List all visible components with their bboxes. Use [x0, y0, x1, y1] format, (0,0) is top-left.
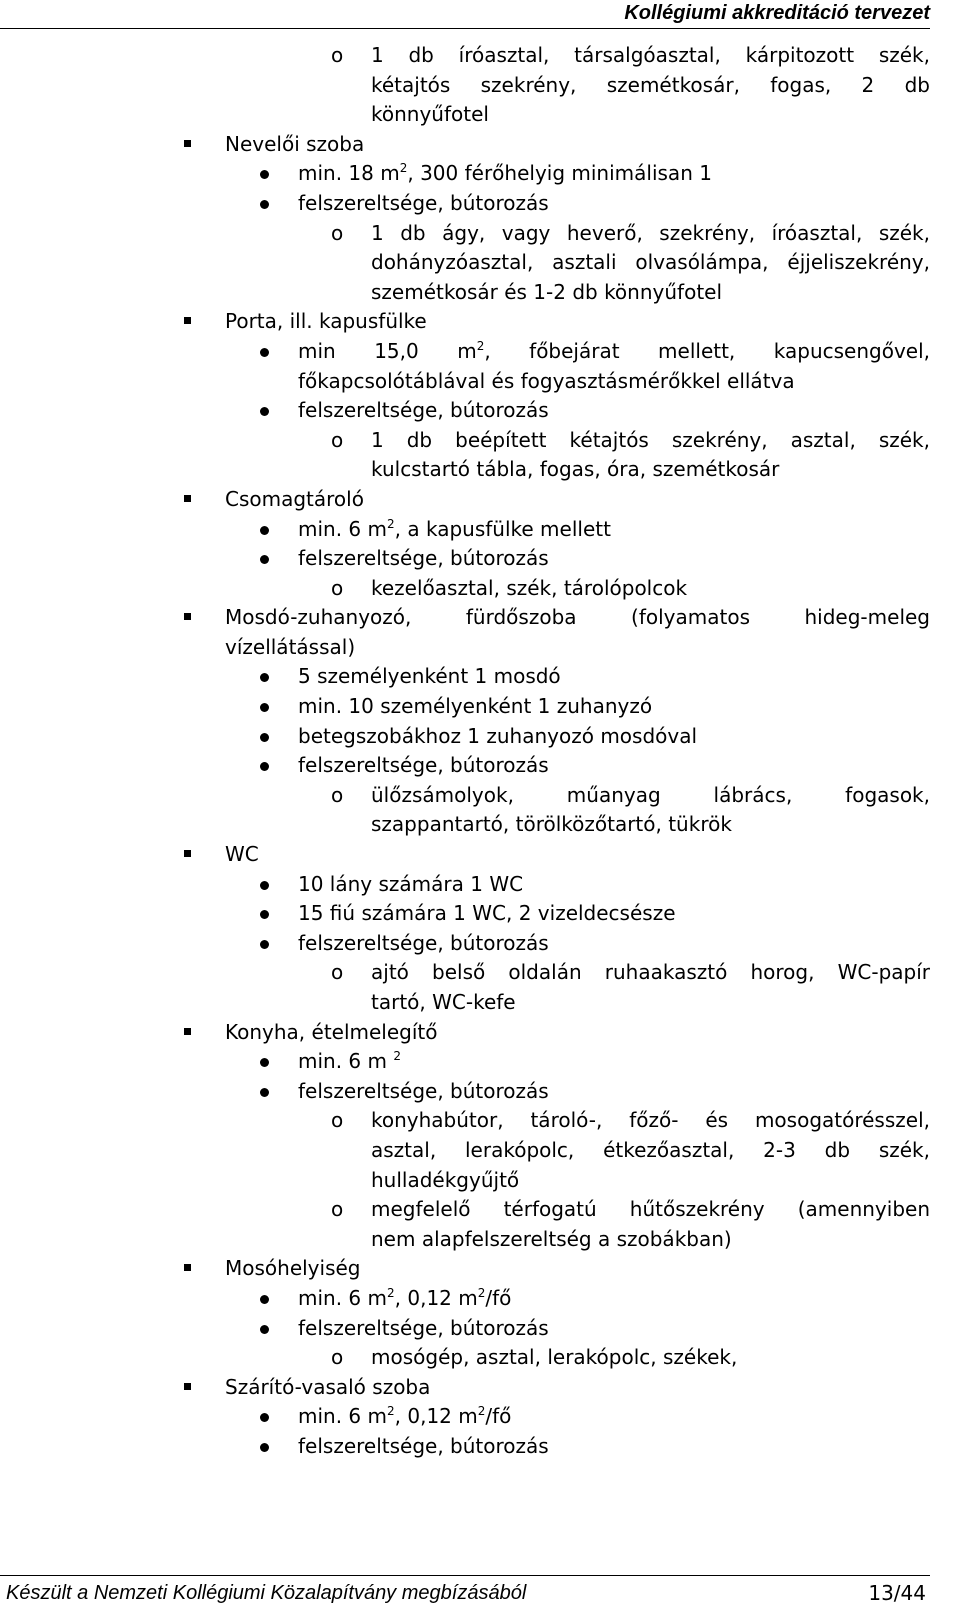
text-line [0, 1077, 930, 1107]
round-bullet-icon [260, 881, 269, 890]
line-text [298, 367, 795, 397]
text-span: min. 10 személyenként 1 zuhanyzó [298, 694, 653, 719]
line-text [371, 41, 930, 71]
text-span: felszereltsége, bútorozás [298, 1078, 549, 1103]
line-text [225, 1018, 438, 1048]
text-line [0, 130, 930, 160]
square-bullet-icon [184, 140, 191, 147]
line-text [371, 781, 930, 811]
text-span: , 0,12 m [394, 1285, 478, 1310]
round-bullet-icon [260, 673, 269, 682]
square-bullet-icon [184, 1028, 191, 1035]
line-text [225, 840, 259, 870]
superscript: 2 [476, 338, 485, 353]
line-text [371, 100, 489, 130]
text-span: Mosdó-zuhanyozó, fürdőszoba (folyamatos hideg-meleg [225, 605, 930, 630]
text-span: felszereltsége, bútorozás [298, 753, 549, 778]
text-span: , 300 férőhelyig minimálisan 1 [407, 161, 712, 186]
text-span: 1 db beépített kétajtós szekrény, asztal, szék, [371, 427, 930, 452]
text-span: Csomagtároló [225, 486, 364, 511]
text-span: hulladékgyűjtő [371, 1167, 520, 1192]
line-text [298, 929, 549, 959]
line-text [298, 337, 930, 367]
text-line [0, 159, 930, 189]
text-line [0, 692, 930, 722]
page-footer [0, 1575, 930, 1608]
text-line [0, 840, 930, 870]
round-bullet-icon [260, 940, 269, 949]
round-bullet-icon [260, 762, 269, 771]
text-line [0, 485, 930, 515]
circle-bullet-icon: o [331, 1345, 344, 1370]
text-span: megfelelő térfogatú hűtőszekrény (amennyiben [371, 1197, 930, 1222]
line-text [298, 544, 549, 574]
text-line [0, 307, 930, 337]
line-text [298, 1077, 549, 1107]
line-text [225, 603, 930, 633]
round-bullet-icon [260, 1325, 269, 1334]
text-span: felszereltsége, bútorozás [298, 1315, 549, 1340]
text-span: , főbejárat mellett, kapucsengővel, [484, 338, 931, 363]
text-span: 15 fiú számára 1 WC, 2 vizeldecsésze [298, 901, 676, 926]
text-line [0, 1284, 930, 1314]
text-line [0, 751, 930, 781]
circle-bullet-icon: o [331, 575, 344, 600]
line-text [298, 1432, 549, 1462]
circle-bullet-icon: o [331, 960, 344, 985]
circle-bullet-icon: o [331, 43, 344, 67]
round-bullet-icon [260, 1088, 269, 1097]
line-text [225, 130, 364, 160]
round-bullet-icon [260, 555, 269, 564]
square-bullet-icon [184, 613, 191, 620]
superscript: 2 [399, 161, 408, 176]
circle-bullet-icon: o [331, 427, 344, 452]
text-line [0, 189, 930, 219]
page-header [0, 0, 930, 29]
text-span: , 0,12 m [394, 1404, 478, 1429]
text-line [0, 71, 930, 101]
text-line [0, 1047, 930, 1077]
text-line [0, 722, 930, 752]
text-line [0, 988, 930, 1018]
line-text [298, 722, 697, 752]
text-span: vízellátással) [225, 634, 356, 659]
text-line [0, 367, 930, 397]
text-span: konyhabútor, tároló-, főző- és mosogatórésszel, [371, 1108, 930, 1133]
text-line [0, 603, 930, 633]
text-span: felszereltsége, bútorozás [298, 930, 549, 955]
text-line [0, 248, 930, 278]
text-span: Szárító-vasaló szoba [225, 1374, 431, 1399]
square-bullet-icon [184, 495, 191, 502]
round-bullet-icon [260, 703, 269, 712]
text-line [0, 1343, 930, 1373]
footer-text: Készült a Nemzeti Kollégiumi Közalapítvány megbízásából [6, 1582, 527, 1604]
text-span: Nevelői szoba [225, 131, 365, 156]
text-line [0, 41, 930, 71]
text-line [0, 1106, 930, 1136]
line-text [298, 396, 549, 426]
text-line [0, 1373, 930, 1403]
text-line [0, 396, 930, 426]
round-bullet-icon [260, 526, 269, 535]
line-text [225, 633, 355, 663]
text-line [0, 1432, 930, 1462]
round-bullet-icon [260, 1413, 269, 1422]
text-line [0, 633, 930, 663]
line-text [298, 692, 652, 722]
line-text [371, 1106, 930, 1136]
line-text [298, 1284, 511, 1314]
page-number: 13/44 [868, 1581, 926, 1605]
text-line [0, 958, 930, 988]
line-text [371, 1225, 732, 1255]
text-span: min. 6 m [298, 1049, 394, 1074]
header-title: Kollégiumi akkreditáció tervezet [624, 2, 930, 24]
round-bullet-icon [260, 170, 269, 179]
text-span: asztal, lerakópolc, étkezőasztal, 2-3 db szék, [371, 1137, 930, 1162]
round-bullet-icon [260, 200, 269, 209]
text-line [0, 278, 930, 308]
circle-bullet-icon: o [331, 1197, 344, 1222]
round-bullet-icon [260, 407, 269, 416]
line-text [371, 1343, 737, 1373]
line-text [371, 574, 687, 604]
line-text [298, 189, 549, 219]
text-span: szemétkosár és 1-2 db könnyűfotel [371, 279, 723, 304]
text-span: , a kapusfülke mellett [394, 516, 611, 541]
line-text [371, 248, 930, 278]
text-line [0, 1166, 930, 1196]
square-bullet-icon [184, 1383, 191, 1390]
text-span: Konyha, ételmelegítő [225, 1019, 438, 1044]
line-text [371, 426, 930, 456]
text-span: 1 db ágy, vagy heverő, szekrény, íróasztal, szék, [371, 220, 930, 245]
line-text [298, 1402, 511, 1432]
line-text [298, 159, 712, 189]
text-span: felszereltsége, bútorozás [298, 1433, 549, 1458]
text-span: ajtó belső oldalán ruhaakasztó horog, WC-papír [371, 960, 930, 985]
text-span: 1 db íróasztal, társalgóasztal, kárpitozott szék, [371, 43, 930, 67]
round-bullet-icon [260, 910, 269, 919]
round-bullet-icon [260, 1443, 269, 1452]
text-span: min 15,0 m [298, 338, 477, 363]
text-span: kulcstartó tábla, fogas, óra, szemétkosár [371, 457, 780, 482]
document-body [0, 41, 930, 1462]
text-span: min. 6 m [298, 1285, 387, 1310]
line-text [371, 1166, 519, 1196]
line-text [371, 71, 930, 101]
text-line [0, 1314, 930, 1344]
line-text [298, 662, 561, 692]
text-line [0, 781, 930, 811]
text-span: Mosóhelyiség [225, 1256, 361, 1281]
text-span: könnyűfotel [371, 102, 489, 127]
line-text [371, 988, 516, 1018]
text-span: felszereltsége, bútorozás [298, 546, 549, 571]
text-line [0, 929, 930, 959]
line-text [298, 515, 611, 545]
text-line [0, 662, 930, 692]
text-span: 10 lány számára 1 WC [298, 871, 524, 896]
superscript: 2 [477, 1404, 486, 1419]
circle-bullet-icon: o [331, 782, 344, 807]
text-span: /fő [485, 1285, 512, 1310]
text-span: mosógép, asztal, lerakópolc, székek, [371, 1345, 738, 1370]
text-line [0, 899, 930, 929]
text-span: /fő [485, 1404, 512, 1429]
text-span: dohányzóasztal, asztali olvasólámpa, éjjeliszekrény, [371, 250, 930, 275]
text-span: Porta, ill. kapusfülke [225, 309, 427, 334]
line-text [298, 1314, 549, 1344]
text-span: min. 6 m [298, 1404, 387, 1429]
superscript: 2 [387, 516, 395, 531]
line-text [225, 307, 427, 337]
text-line [0, 1195, 930, 1225]
text-line [0, 870, 930, 900]
text-span: nem alapfelszereltség a szobákban) [371, 1226, 732, 1251]
text-line [0, 1136, 930, 1166]
text-line [0, 100, 930, 130]
line-text [225, 1373, 430, 1403]
line-text [371, 1195, 930, 1225]
line-text [298, 1047, 401, 1077]
text-line [0, 1225, 930, 1255]
superscript: 2 [387, 1404, 395, 1419]
text-line [0, 219, 930, 249]
superscript: 2 [477, 1285, 486, 1300]
text-span: ülőzsámolyok, műanyag lábrács, fogasok, [371, 782, 930, 807]
text-line [0, 810, 930, 840]
text-span: tartó, WC-kefe [371, 990, 516, 1014]
text-line [0, 1254, 930, 1284]
line-text [298, 870, 523, 900]
square-bullet-icon [184, 850, 191, 857]
text-line [0, 1402, 930, 1432]
line-text [298, 751, 549, 781]
line-text [371, 810, 732, 840]
text-line [0, 1018, 930, 1048]
round-bullet-icon [260, 1295, 269, 1304]
round-bullet-icon [260, 348, 269, 357]
square-bullet-icon [184, 1264, 191, 1271]
text-span: főkapcsolótáblával és fogyasztásmérőkkel ellátva [298, 368, 795, 393]
superscript: 2 [387, 1285, 395, 1300]
line-text [371, 958, 930, 988]
text-line [0, 455, 930, 485]
text-span: szappantartó, törölközőtartó, tükrök [371, 812, 732, 837]
text-span: 5 személyenként 1 mosdó [298, 664, 561, 689]
circle-bullet-icon: o [331, 1108, 344, 1133]
text-line [0, 544, 930, 574]
text-line [0, 337, 930, 367]
circle-bullet-icon: o [331, 220, 344, 245]
superscript: 2 [393, 1049, 401, 1064]
text-span: kezelőasztal, szék, tárolópolcok [371, 575, 688, 600]
square-bullet-icon [184, 317, 191, 324]
line-text [371, 1136, 930, 1166]
line-text [225, 485, 364, 515]
text-line [0, 515, 930, 545]
line-text [298, 899, 676, 929]
text-span: felszereltsége, bútorozás [298, 398, 549, 423]
text-span: betegszobákhoz 1 zuhanyozó mosdóval [298, 723, 698, 748]
text-span: min. 6 m [298, 516, 387, 541]
line-text [225, 1254, 361, 1284]
round-bullet-icon [260, 1058, 269, 1067]
line-text [371, 455, 779, 485]
text-line [0, 574, 930, 604]
text-span: kétajtós szekrény, szemétkosár, fogas, 2 db [371, 72, 930, 97]
line-text [371, 278, 722, 308]
text-span: min. 18 m [298, 161, 400, 186]
round-bullet-icon [260, 733, 269, 742]
line-text [371, 219, 930, 249]
text-span: felszereltsége, bútorozás [298, 190, 549, 215]
text-span: WC [225, 842, 259, 867]
text-line [0, 426, 930, 456]
